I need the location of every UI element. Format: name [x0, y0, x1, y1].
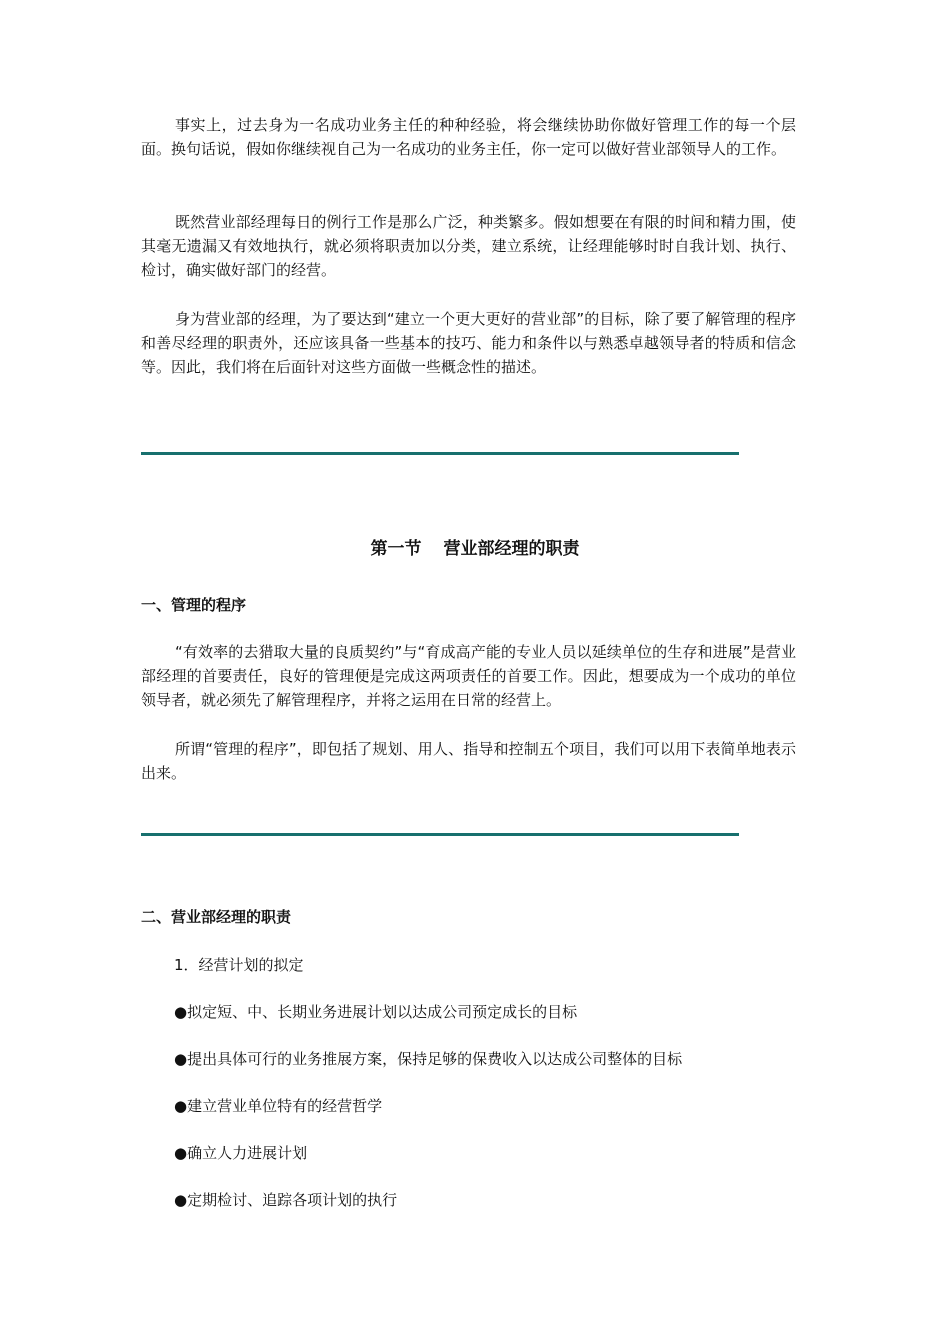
procedure-paragraph-2: 所谓“管理的程序”，即包括了规划、用人、指导和控制五个项目，我们可以用下表简单地表示出来。 [141, 740, 796, 782]
list-item: ●提出具体可行的业务推展方案，保持足够的保费收入以达成公司整体的目标 [174, 1050, 683, 1068]
divider-rule [141, 833, 739, 836]
subheading-business-plan: 1．经营计划的拟定 [174, 956, 304, 974]
intro-paragraph-1: 事实上，过去身为一名成功业务主任的种种经验，将会继续协助你做好管理工作的每一个层面。换句话说，假如你继续视自己为一名成功的业务主任，你一定可以做好营业部领导人的工作。 [141, 116, 796, 158]
list-item: ●拟定短、中、长期业务进展计划以达成公司预定成长的目标 [174, 1003, 578, 1021]
list-item: ●定期检讨、追踪各项计划的执行 [174, 1191, 398, 1209]
list-item: ●建立营业单位特有的经营哲学 [174, 1097, 383, 1115]
list-item: ●确立人力进展计划 [174, 1144, 308, 1162]
intro-paragraph-2: 既然营业部经理每日的例行工作是那么广泛，种类繁多。假如想要在有限的时间和精力围，使其毫无遗漏又有效地执行，就必须将职责加以分类，建立系统，让经理能够时时自我计划、执行、检讨，确实做好部门的经营。 [141, 213, 796, 279]
section-title [0, 534, 950, 559]
section-number: 第一节 [370, 539, 422, 559]
intro-paragraph-3: 身为营业部的经理，为了要达到“建立一个更大更好的营业部”的目标，除了要了解管理的程序和善尽经理的职责外，还应该具备一些基本的技巧、能力和条件以与熟悉卓越领导者的特质和信念等。因此，我们将在后面针对这些方面做一些概念性的描述。 [141, 310, 796, 376]
heading-management-procedure: 一、管理的程序 [141, 596, 247, 614]
section-title-text: 营业部经理的职责 [443, 539, 580, 559]
procedure-paragraph-1: “有效率的去猎取大量的良质契约”与“育成高产能的专业人员以延续单位的生存和进展”是营业部经理的首要责任，良好的管理便是完成这两项责任的首要工作。因此，想要成为一个成功的单位领导者，就必须先了解管理程序，并将之运用在日常的经营上。 [141, 643, 796, 709]
heading-manager-duties: 二、营业部经理的职责 [141, 908, 292, 926]
divider-rule [141, 452, 739, 455]
